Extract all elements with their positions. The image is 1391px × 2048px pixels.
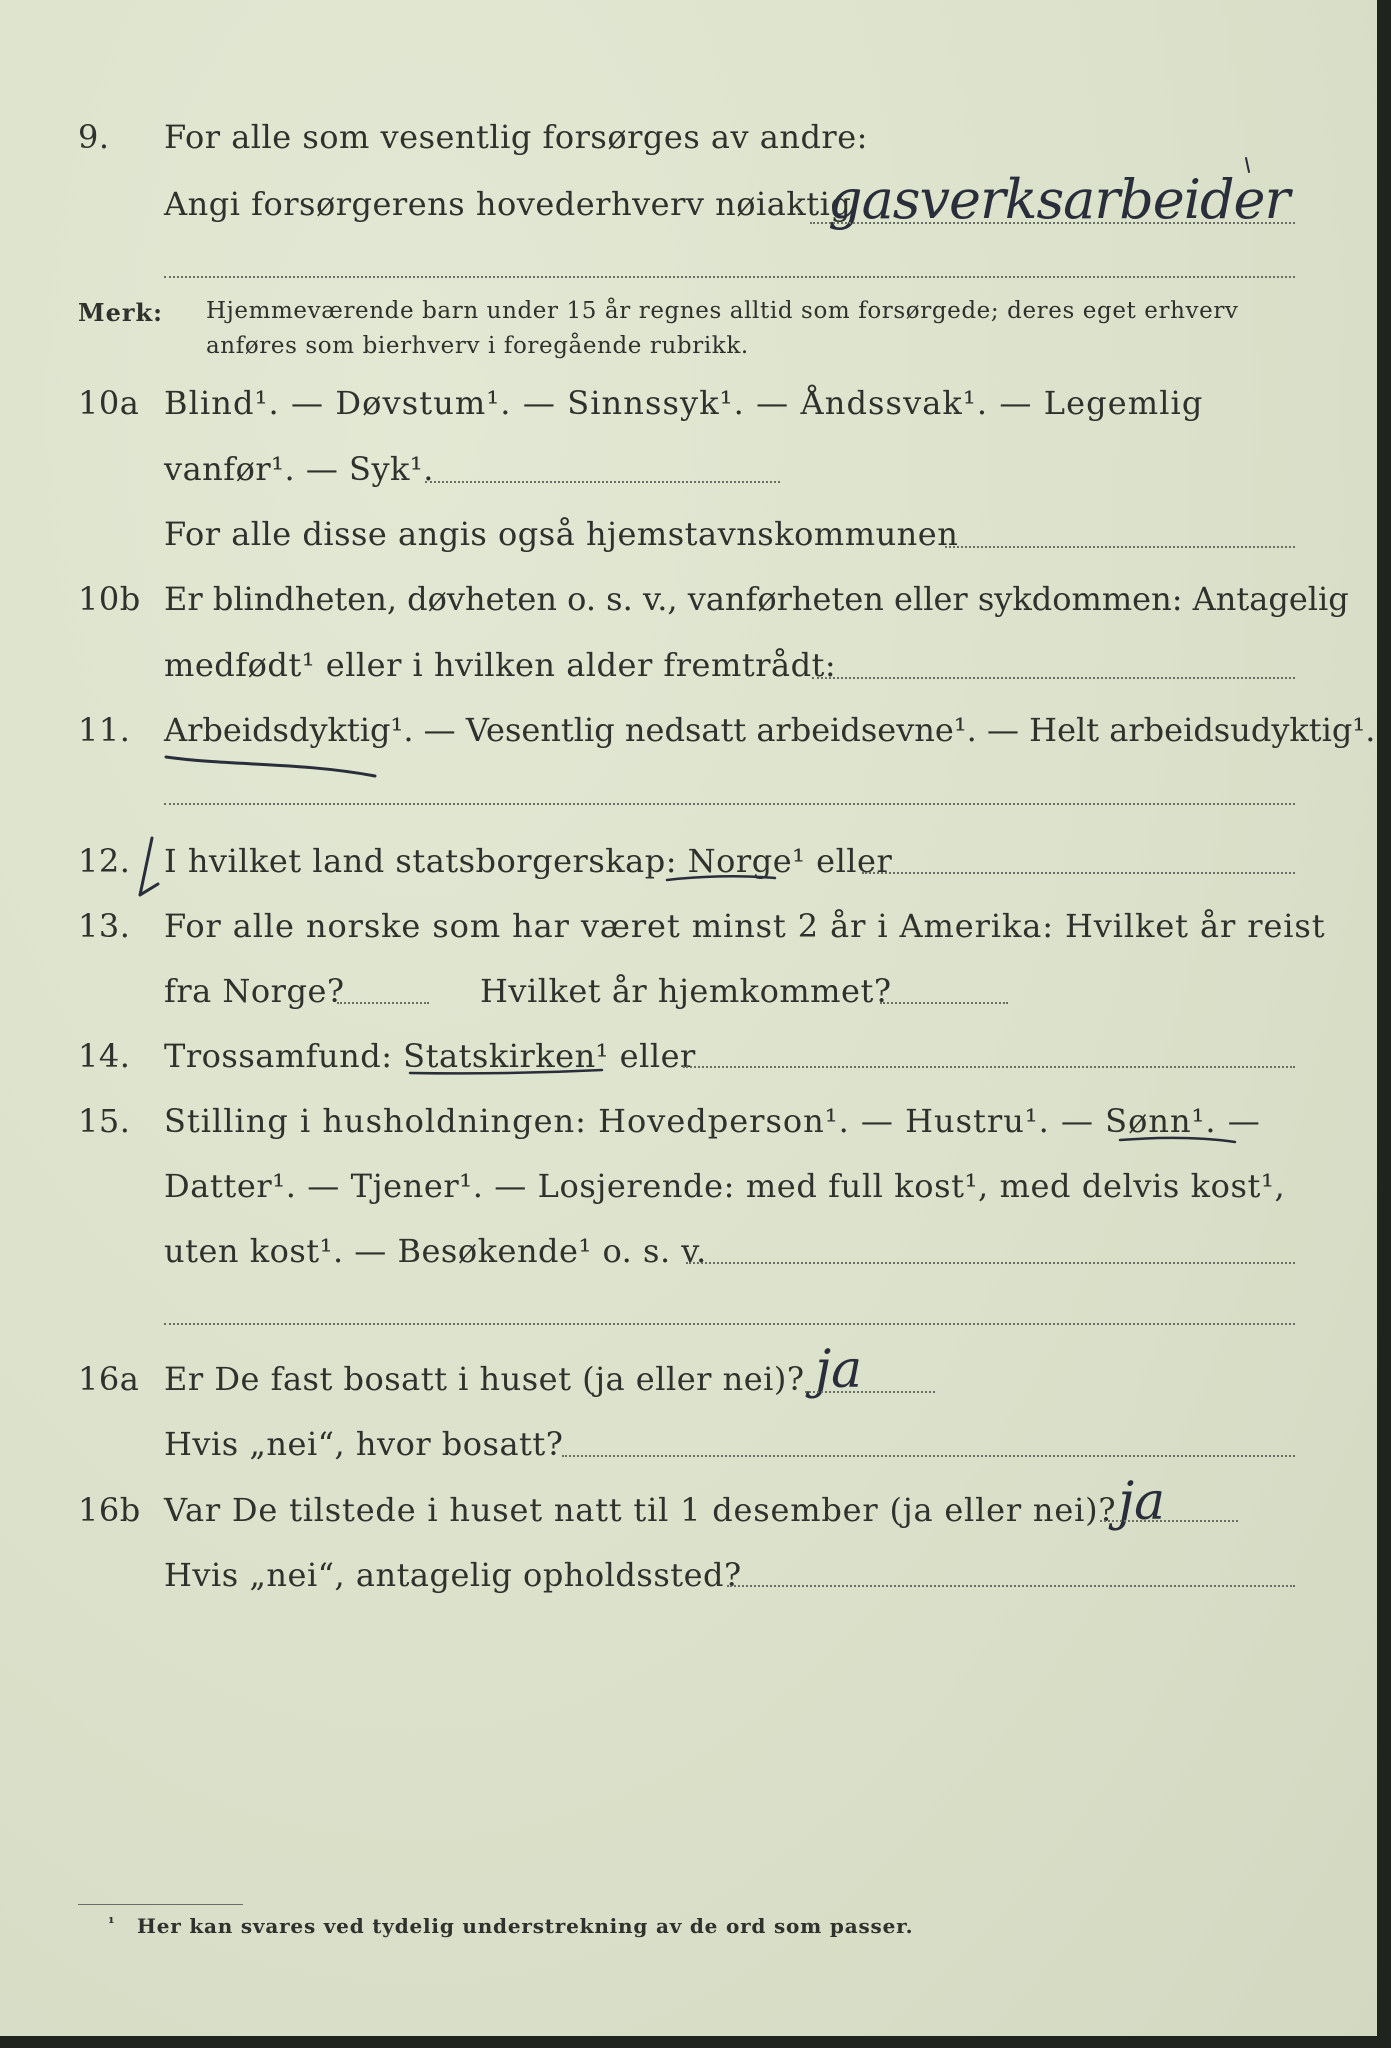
q10b-number: 10b (78, 580, 141, 618)
q13-hjemkommet-line (880, 1002, 1008, 1004)
q15-answer-line (686, 1262, 1295, 1264)
merk-line1: Hjemmeværende barn under 15 år regnes alltid som forsørgede; deres eget erhverv (206, 298, 1239, 324)
q13-reist-line (337, 1002, 429, 1004)
q16b-opholdssted-line (727, 1585, 1295, 1587)
q12-answer-line (862, 872, 1295, 874)
merk-line2: anføres som bierhverv i foregående rubrikk. (206, 333, 749, 359)
q11-extra-line (164, 803, 1295, 805)
q15-number: 15. (78, 1102, 131, 1140)
q14-line1: Trossamfund: Statskirken¹ eller (164, 1037, 696, 1075)
q9-extra-line (164, 276, 1295, 278)
q16b-answer-handwriting: ja (1118, 1472, 1166, 1532)
q10a-syk-line (425, 481, 780, 483)
footnote-text: Her kan svares ved tydelig understrekning av de ord som passer. (137, 1914, 914, 1938)
q9-number: 9. (78, 118, 110, 156)
q10b-line2: medfødt¹ eller i hvilken alder fremtrådt: (164, 646, 837, 684)
q16a-bosatt-line (562, 1455, 1295, 1457)
q14-number: 14. (78, 1037, 131, 1075)
underline-arbeidsdyktig (166, 757, 375, 776)
q16a-line1: Er De fast bosatt i huset (ja eller nei)? (164, 1360, 805, 1398)
q16a-line2: Hvis „nei“, hvor bosatt? (164, 1425, 564, 1463)
footnote-marker: ¹ (108, 1914, 116, 1932)
q13-line2a: fra Norge? (164, 972, 345, 1010)
q9-answer-line (810, 222, 1295, 224)
q13-line2b: Hvilket år hjemkommet? (480, 972, 892, 1010)
q10b-line1: Er blindheten, døvheten o. s. v., vanførheten eller sykdommen: Antagelig (164, 580, 1349, 618)
checkmark-q12-icon (140, 838, 158, 895)
q15-line1: Stilling i husholdningen: Hovedperson¹. — Hustru¹. — Sønn¹. — (164, 1102, 1261, 1140)
q10a-kommune-line (945, 546, 1295, 548)
q10a-number: 10a (78, 384, 140, 422)
q16b-answer-line (1100, 1520, 1238, 1522)
q11-number: 11. (78, 711, 131, 749)
q10a-line1: Blind¹. — Døvstum¹. — Sinnssyk¹. — Åndssvak¹. — Legemlig (164, 384, 1204, 422)
merk-label: Merk: (78, 298, 163, 327)
q16a-answer-line (805, 1391, 935, 1393)
q16b-line1: Var De tilstede i huset natt til 1 desember (ja eller nei)? (164, 1491, 1117, 1529)
footnote-separator (78, 1904, 243, 1905)
q9-line2: Angi forsørgerens hovederhverv nøiaktig (164, 185, 852, 223)
q11-line1: Arbeidsdyktig¹. — Vesentlig nedsatt arbeidsevne¹. — Helt arbeidsudyktig¹. (164, 711, 1376, 749)
q9-answer-handwriting: gasverksarbeider (828, 168, 1290, 231)
q9-line1: For alle som vesentlig forsørges av andre: (164, 118, 868, 156)
q14-answer-line (683, 1066, 1295, 1068)
q12-number: 12. (78, 842, 131, 880)
q16b-number: 16b (78, 1491, 141, 1529)
q16a-answer-handwriting: ja (815, 1340, 863, 1400)
q15-extra-line (164, 1323, 1295, 1325)
q16b-line2: Hvis „nei“, antagelig opholdssted? (164, 1556, 742, 1594)
q13-line1: For alle norske som har været minst 2 år i Amerika: Hvilket år reist (164, 907, 1326, 945)
q12-line1: I hvilket land statsborgerskap: Norge¹ eller (164, 842, 893, 880)
q10b-answer-line (812, 677, 1295, 679)
q16a-number: 16a (78, 1360, 140, 1398)
q15-line2: Datter¹. — Tjener¹. — Losjerende: med full kost¹, med delvis kost¹, (164, 1167, 1286, 1205)
q13-number: 13. (78, 907, 131, 945)
q15-line3: uten kost¹. — Besøkende¹ o. s. v. (164, 1232, 707, 1270)
q10a-line2: vanfør¹. — Syk¹. (164, 450, 434, 488)
q10a-line3: For alle disse angis også hjemstavnskommunen (164, 515, 959, 553)
